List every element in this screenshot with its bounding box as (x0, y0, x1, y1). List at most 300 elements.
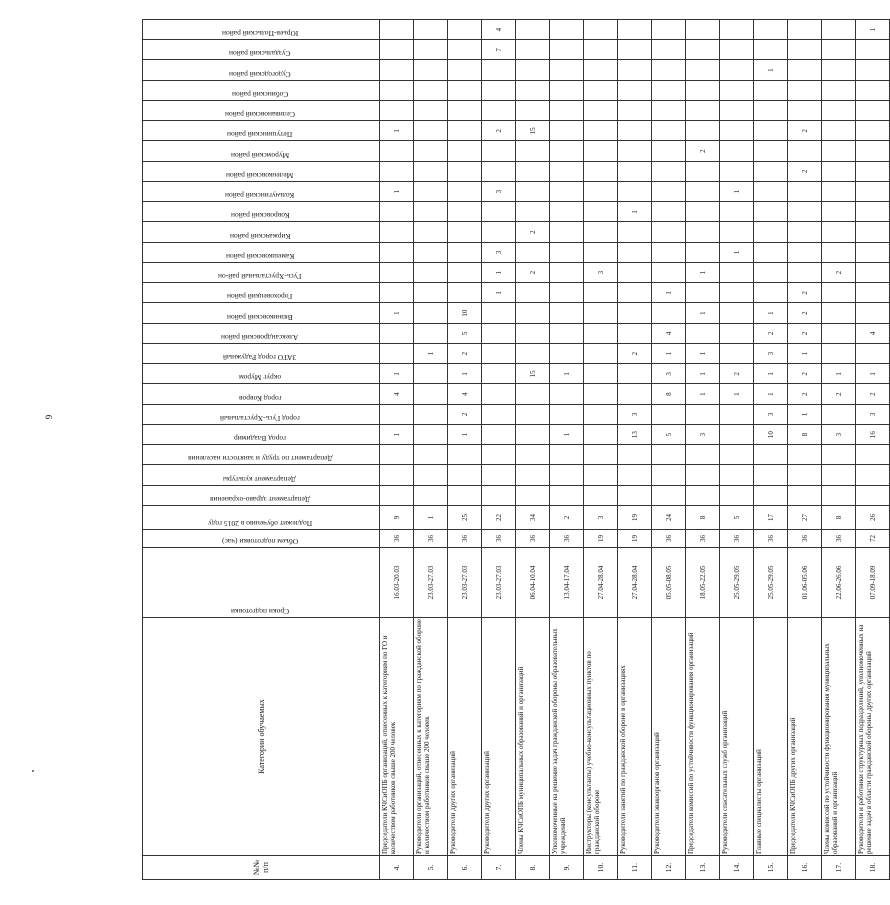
row-org-value (754, 283, 788, 303)
row-org-value (720, 121, 754, 141)
row-total: 34 (516, 506, 550, 530)
row-org-value (584, 344, 618, 364)
row-org-value (822, 40, 856, 60)
row-org-value: 3 (652, 364, 686, 384)
row-org-value (584, 465, 618, 485)
row-org-value (788, 263, 822, 283)
row-org-value (550, 445, 584, 465)
row-org-value: 1 (686, 263, 720, 283)
row-org-value (788, 80, 822, 100)
row-org-value (856, 485, 890, 505)
header-org-18: Петушинский район (143, 121, 380, 141)
row-org-value (618, 80, 652, 100)
row-org-value (414, 465, 448, 485)
row-org-value (856, 101, 890, 121)
row-org-value: 1 (380, 182, 414, 202)
row-org-value (550, 60, 584, 80)
row-org-value: 10 (754, 425, 788, 445)
row-org-value (720, 485, 754, 505)
row-org-value (754, 80, 788, 100)
row-org-value (822, 323, 856, 343)
row-org-value (652, 60, 686, 80)
row-org-value (652, 202, 686, 222)
row-org-value (754, 445, 788, 465)
row-hours: 36 (754, 530, 788, 548)
row-org-value: 3 (822, 425, 856, 445)
header-hours: Объем подготовки (час) (143, 530, 380, 548)
row-org-value (550, 263, 584, 283)
row-category: Уполномоченные на решение задач гражданской обороны образовательных учреждений (550, 618, 584, 856)
row-org-value (822, 20, 856, 40)
scan-speck (32, 770, 34, 772)
row-org-value (414, 101, 448, 121)
row-org-value (516, 20, 550, 40)
row-category: Председатели КЧСиОПБ других организаций (788, 618, 822, 856)
row-org-value (618, 242, 652, 262)
row-org-value (754, 222, 788, 242)
row-org-value: 1 (448, 364, 482, 384)
row-org-value (856, 202, 890, 222)
row-dates: 27.04-28.04 (618, 548, 652, 618)
row-number: 14. (720, 856, 754, 880)
row-total: 2 (550, 506, 584, 530)
row-org-value (448, 60, 482, 80)
row-org-value (856, 445, 890, 465)
row-org-value (652, 404, 686, 424)
row-org-value (618, 20, 652, 40)
row-org-value (380, 141, 414, 161)
row-org-value: 1 (380, 121, 414, 141)
row-org-value (788, 20, 822, 40)
row-org-value (856, 121, 890, 141)
row-org-value (516, 80, 550, 100)
row-org-value: 2 (618, 344, 652, 364)
row-total: 25 (448, 506, 482, 530)
row-org-value (380, 80, 414, 100)
row-org-value (550, 40, 584, 60)
row-org-value (516, 404, 550, 424)
header-org-8: Александровский район (143, 323, 380, 343)
row-org-value: 5 (652, 425, 686, 445)
row-org-value (584, 485, 618, 505)
row-org-value (448, 101, 482, 121)
row-org-value (856, 222, 890, 242)
row-hours: 19 (618, 530, 652, 548)
row-org-value (618, 465, 652, 485)
table-header-row (143, 20, 380, 880)
row-category: Инструкторы (консультанты) учебно-консультационных пунктов по гражданской обороне (584, 618, 618, 856)
row-org-value (856, 283, 890, 303)
row-org-value: 15 (516, 364, 550, 384)
row-org-value (414, 485, 448, 505)
row-org-value: 3 (618, 404, 652, 424)
row-org-value (720, 20, 754, 40)
row-org-value (720, 141, 754, 161)
row-org-value (448, 141, 482, 161)
row-org-value (414, 404, 448, 424)
row-org-value (482, 485, 516, 505)
header-org-0: Департамент здраво-охранения (143, 485, 380, 505)
row-org-value (652, 161, 686, 181)
row-org-value: 2 (788, 384, 822, 404)
row-org-value: 4 (652, 323, 686, 343)
row-org-value (380, 263, 414, 283)
row-org-value (380, 485, 414, 505)
row-org-value (516, 141, 550, 161)
row-org-value (380, 465, 414, 485)
row-org-value (584, 222, 618, 242)
row-org-value (652, 465, 686, 485)
row-org-value (482, 202, 516, 222)
row-total: 9 (380, 506, 414, 530)
header-org-14: Ковровский район (143, 202, 380, 222)
row-org-value (822, 182, 856, 202)
row-org-value (618, 121, 652, 141)
row-org-value (516, 182, 550, 202)
row-org-value (754, 202, 788, 222)
row-org-value (618, 101, 652, 121)
row-org-value: 10 (448, 303, 482, 323)
row-org-value (550, 283, 584, 303)
row-org-value: 1 (754, 364, 788, 384)
row-org-value (482, 222, 516, 242)
header-org-17: Муромский район (143, 141, 380, 161)
row-org-value (584, 80, 618, 100)
row-org-value (584, 40, 618, 60)
row-org-value (822, 485, 856, 505)
row-org-value (822, 283, 856, 303)
row-org-value (380, 60, 414, 80)
row-hours: 36 (788, 530, 822, 548)
row-org-value (788, 222, 822, 242)
row-org-value (584, 364, 618, 384)
row-org-value (720, 263, 754, 283)
row-org-value (856, 182, 890, 202)
row-org-value (686, 20, 720, 40)
row-org-value (618, 263, 652, 283)
table-row (754, 20, 788, 880)
row-hours: 36 (686, 530, 720, 548)
table-body (380, 20, 890, 880)
row-org-value (414, 182, 448, 202)
header-org-13: Киржачский район (143, 222, 380, 242)
row-org-value (584, 141, 618, 161)
row-org-value (720, 465, 754, 485)
row-hours: 36 (822, 530, 856, 548)
header-org-11: Гусь-Хрустальный рай-он (143, 263, 380, 283)
row-org-value (856, 141, 890, 161)
row-org-value (482, 344, 516, 364)
row-number: 4. (380, 856, 414, 880)
row-org-value: 1 (686, 384, 720, 404)
row-org-value (754, 141, 788, 161)
row-org-value (448, 485, 482, 505)
row-org-value: 1 (720, 182, 754, 202)
row-org-value (856, 40, 890, 60)
row-org-value (720, 60, 754, 80)
row-org-value: 2 (788, 323, 822, 343)
row-org-value (618, 60, 652, 80)
row-org-value: 1 (754, 303, 788, 323)
row-org-value (584, 323, 618, 343)
row-total: 17 (754, 506, 788, 530)
row-org-value (618, 40, 652, 60)
row-org-value: 1 (414, 344, 448, 364)
row-org-value (788, 182, 822, 202)
row-org-value (448, 20, 482, 40)
row-org-value (482, 141, 516, 161)
row-org-value (550, 465, 584, 485)
row-org-value: 1 (380, 364, 414, 384)
row-org-value (822, 404, 856, 424)
header-org-3: город Владимир (143, 425, 380, 445)
row-org-value (584, 202, 618, 222)
row-org-value (380, 323, 414, 343)
row-org-value: 1 (448, 425, 482, 445)
row-category: Руководители спасательных служб организаций (720, 618, 754, 856)
row-org-value (618, 182, 652, 202)
row-org-value (380, 40, 414, 60)
row-total: 1 (414, 506, 448, 530)
row-org-value (448, 80, 482, 100)
row-org-value (380, 20, 414, 40)
row-org-value (448, 465, 482, 485)
table-row (822, 20, 856, 880)
row-org-value: 2 (516, 222, 550, 242)
row-org-value (686, 182, 720, 202)
row-org-value (516, 202, 550, 222)
row-org-value (856, 161, 890, 181)
row-org-value: 5 (448, 323, 482, 343)
table-row (652, 20, 686, 880)
row-org-value: 3 (754, 344, 788, 364)
row-org-value (788, 465, 822, 485)
row-org-value (550, 303, 584, 323)
rotated-table-wrapper (142, 20, 877, 880)
row-org-value: 2 (822, 263, 856, 283)
row-org-value: 8 (652, 384, 686, 404)
header-org-19: Селивановский район (143, 101, 380, 121)
row-org-value (822, 161, 856, 181)
row-org-value: 16 (856, 425, 890, 445)
row-total: 26 (856, 506, 890, 530)
row-org-value (414, 283, 448, 303)
row-total: 24 (652, 506, 686, 530)
row-org-value (516, 425, 550, 445)
row-org-value (414, 425, 448, 445)
row-org-value (380, 161, 414, 181)
row-org-value (584, 445, 618, 465)
row-org-value (482, 384, 516, 404)
training-schedule-table (142, 19, 890, 880)
row-org-value (516, 283, 550, 303)
row-dates: 13.04-17.04 (550, 548, 584, 618)
row-number: 18. (856, 856, 890, 880)
row-total: 3 (584, 506, 618, 530)
row-org-value (584, 101, 618, 121)
row-org-value (618, 364, 652, 384)
row-org-value (856, 242, 890, 262)
row-org-value: 4 (448, 384, 482, 404)
row-org-value (822, 121, 856, 141)
row-org-value (482, 303, 516, 323)
row-org-value (482, 364, 516, 384)
row-org-value: 4 (856, 323, 890, 343)
row-hours: 36 (550, 530, 584, 548)
row-org-value: 3 (686, 425, 720, 445)
row-org-value (822, 344, 856, 364)
row-org-value (380, 202, 414, 222)
row-total: 8 (822, 506, 856, 530)
row-org-value (686, 242, 720, 262)
row-org-value: 2 (482, 121, 516, 141)
row-org-value: 2 (788, 283, 822, 303)
row-org-value: 3 (754, 404, 788, 424)
row-dates: 01.06-05.06 (788, 548, 822, 618)
row-org-value (482, 80, 516, 100)
row-org-value (414, 303, 448, 323)
row-number: 16. (788, 856, 822, 880)
header-no: №№ п/п (143, 856, 380, 880)
row-org-value (618, 141, 652, 161)
row-org-value (550, 344, 584, 364)
row-org-value (788, 242, 822, 262)
row-org-value (414, 121, 448, 141)
row-org-value (380, 445, 414, 465)
row-org-value (754, 101, 788, 121)
row-category: Члены КЧСиОПБ муниципальных образований и организаций (516, 618, 550, 856)
header-org-1: Департамент культуры (143, 465, 380, 485)
row-org-value (550, 80, 584, 100)
row-org-value (686, 202, 720, 222)
row-hours: 36 (720, 530, 754, 548)
table-row (414, 20, 448, 880)
row-org-value (516, 101, 550, 121)
row-number: 11. (618, 856, 652, 880)
row-org-value (822, 80, 856, 100)
table-row (788, 20, 822, 880)
row-org-value (856, 263, 890, 283)
row-org-value (686, 101, 720, 121)
row-org-value (584, 384, 618, 404)
row-org-value: 3 (482, 242, 516, 262)
row-org-value (788, 202, 822, 222)
row-org-value (822, 202, 856, 222)
row-org-value (720, 404, 754, 424)
row-org-value (652, 263, 686, 283)
row-org-value (414, 20, 448, 40)
header-to-train: Подлежит обучению в 2015 году (143, 506, 380, 530)
row-org-value (448, 161, 482, 181)
row-org-value (652, 182, 686, 202)
row-org-value (448, 182, 482, 202)
row-org-value (720, 344, 754, 364)
row-org-value (618, 485, 652, 505)
row-org-value (822, 445, 856, 465)
row-total: 22 (482, 506, 516, 530)
row-category: Главные специалисты организаций (754, 618, 788, 856)
row-org-value (720, 101, 754, 121)
row-org-value (550, 384, 584, 404)
row-org-value (686, 80, 720, 100)
row-dates: 16.03-20.03 (380, 548, 414, 618)
row-org-value (414, 80, 448, 100)
row-org-value (856, 303, 890, 323)
row-org-value (448, 445, 482, 465)
row-org-value (720, 222, 754, 242)
row-org-value (720, 303, 754, 323)
row-org-value (618, 303, 652, 323)
row-org-value: 1 (652, 344, 686, 364)
row-org-value: 1 (618, 202, 652, 222)
row-org-value (652, 101, 686, 121)
header-org-20: Собинский район (143, 80, 380, 100)
row-org-value (584, 303, 618, 323)
row-org-value (414, 141, 448, 161)
header-org-4: город Гусь-Хрустальный (143, 404, 380, 424)
row-number: 13. (686, 856, 720, 880)
header-org-23: Юрьев-Польский район (143, 20, 380, 40)
row-org-value (720, 283, 754, 303)
row-org-value (414, 40, 448, 60)
row-org-value (414, 323, 448, 343)
row-dates: 23.03-27.03 (482, 548, 516, 618)
row-org-value (516, 323, 550, 343)
row-org-value (652, 20, 686, 40)
row-org-value: 1 (856, 364, 890, 384)
row-org-value (618, 445, 652, 465)
row-org-value: 3 (584, 263, 618, 283)
row-org-value (482, 60, 516, 80)
row-org-value: 2 (856, 384, 890, 404)
row-org-value (550, 121, 584, 141)
row-number: 9. (550, 856, 584, 880)
row-org-value (482, 161, 516, 181)
row-org-value (652, 242, 686, 262)
row-org-value: 2 (822, 384, 856, 404)
header-org-12: Камешковский район (143, 242, 380, 262)
row-org-value (550, 141, 584, 161)
row-org-value (720, 40, 754, 60)
row-org-value (414, 222, 448, 242)
row-org-value (652, 445, 686, 465)
row-org-value (516, 242, 550, 262)
header-org-10: Гороховецкий район (143, 283, 380, 303)
row-org-value (380, 222, 414, 242)
row-dates: 18.05-22.05 (686, 548, 720, 618)
row-org-value (686, 283, 720, 303)
row-number: 17. (822, 856, 856, 880)
row-org-value: 1 (788, 344, 822, 364)
row-org-value (822, 60, 856, 80)
row-org-value (754, 121, 788, 141)
row-dates: 22.06-26.06 (822, 548, 856, 618)
row-org-value: 1 (720, 242, 754, 262)
row-dates: 27.04-28.04 (584, 548, 618, 618)
row-org-value (516, 344, 550, 364)
row-org-value (754, 465, 788, 485)
row-org-value (686, 161, 720, 181)
row-org-value (448, 242, 482, 262)
row-org-value: 2 (720, 364, 754, 384)
row-org-value (652, 222, 686, 242)
row-org-value: 7 (482, 40, 516, 60)
header-org-6: округ Муром (143, 364, 380, 384)
row-category: Руководители эвакоорганов организаций (652, 618, 686, 856)
row-org-value (686, 40, 720, 60)
row-org-value (754, 182, 788, 202)
row-org-value (788, 445, 822, 465)
